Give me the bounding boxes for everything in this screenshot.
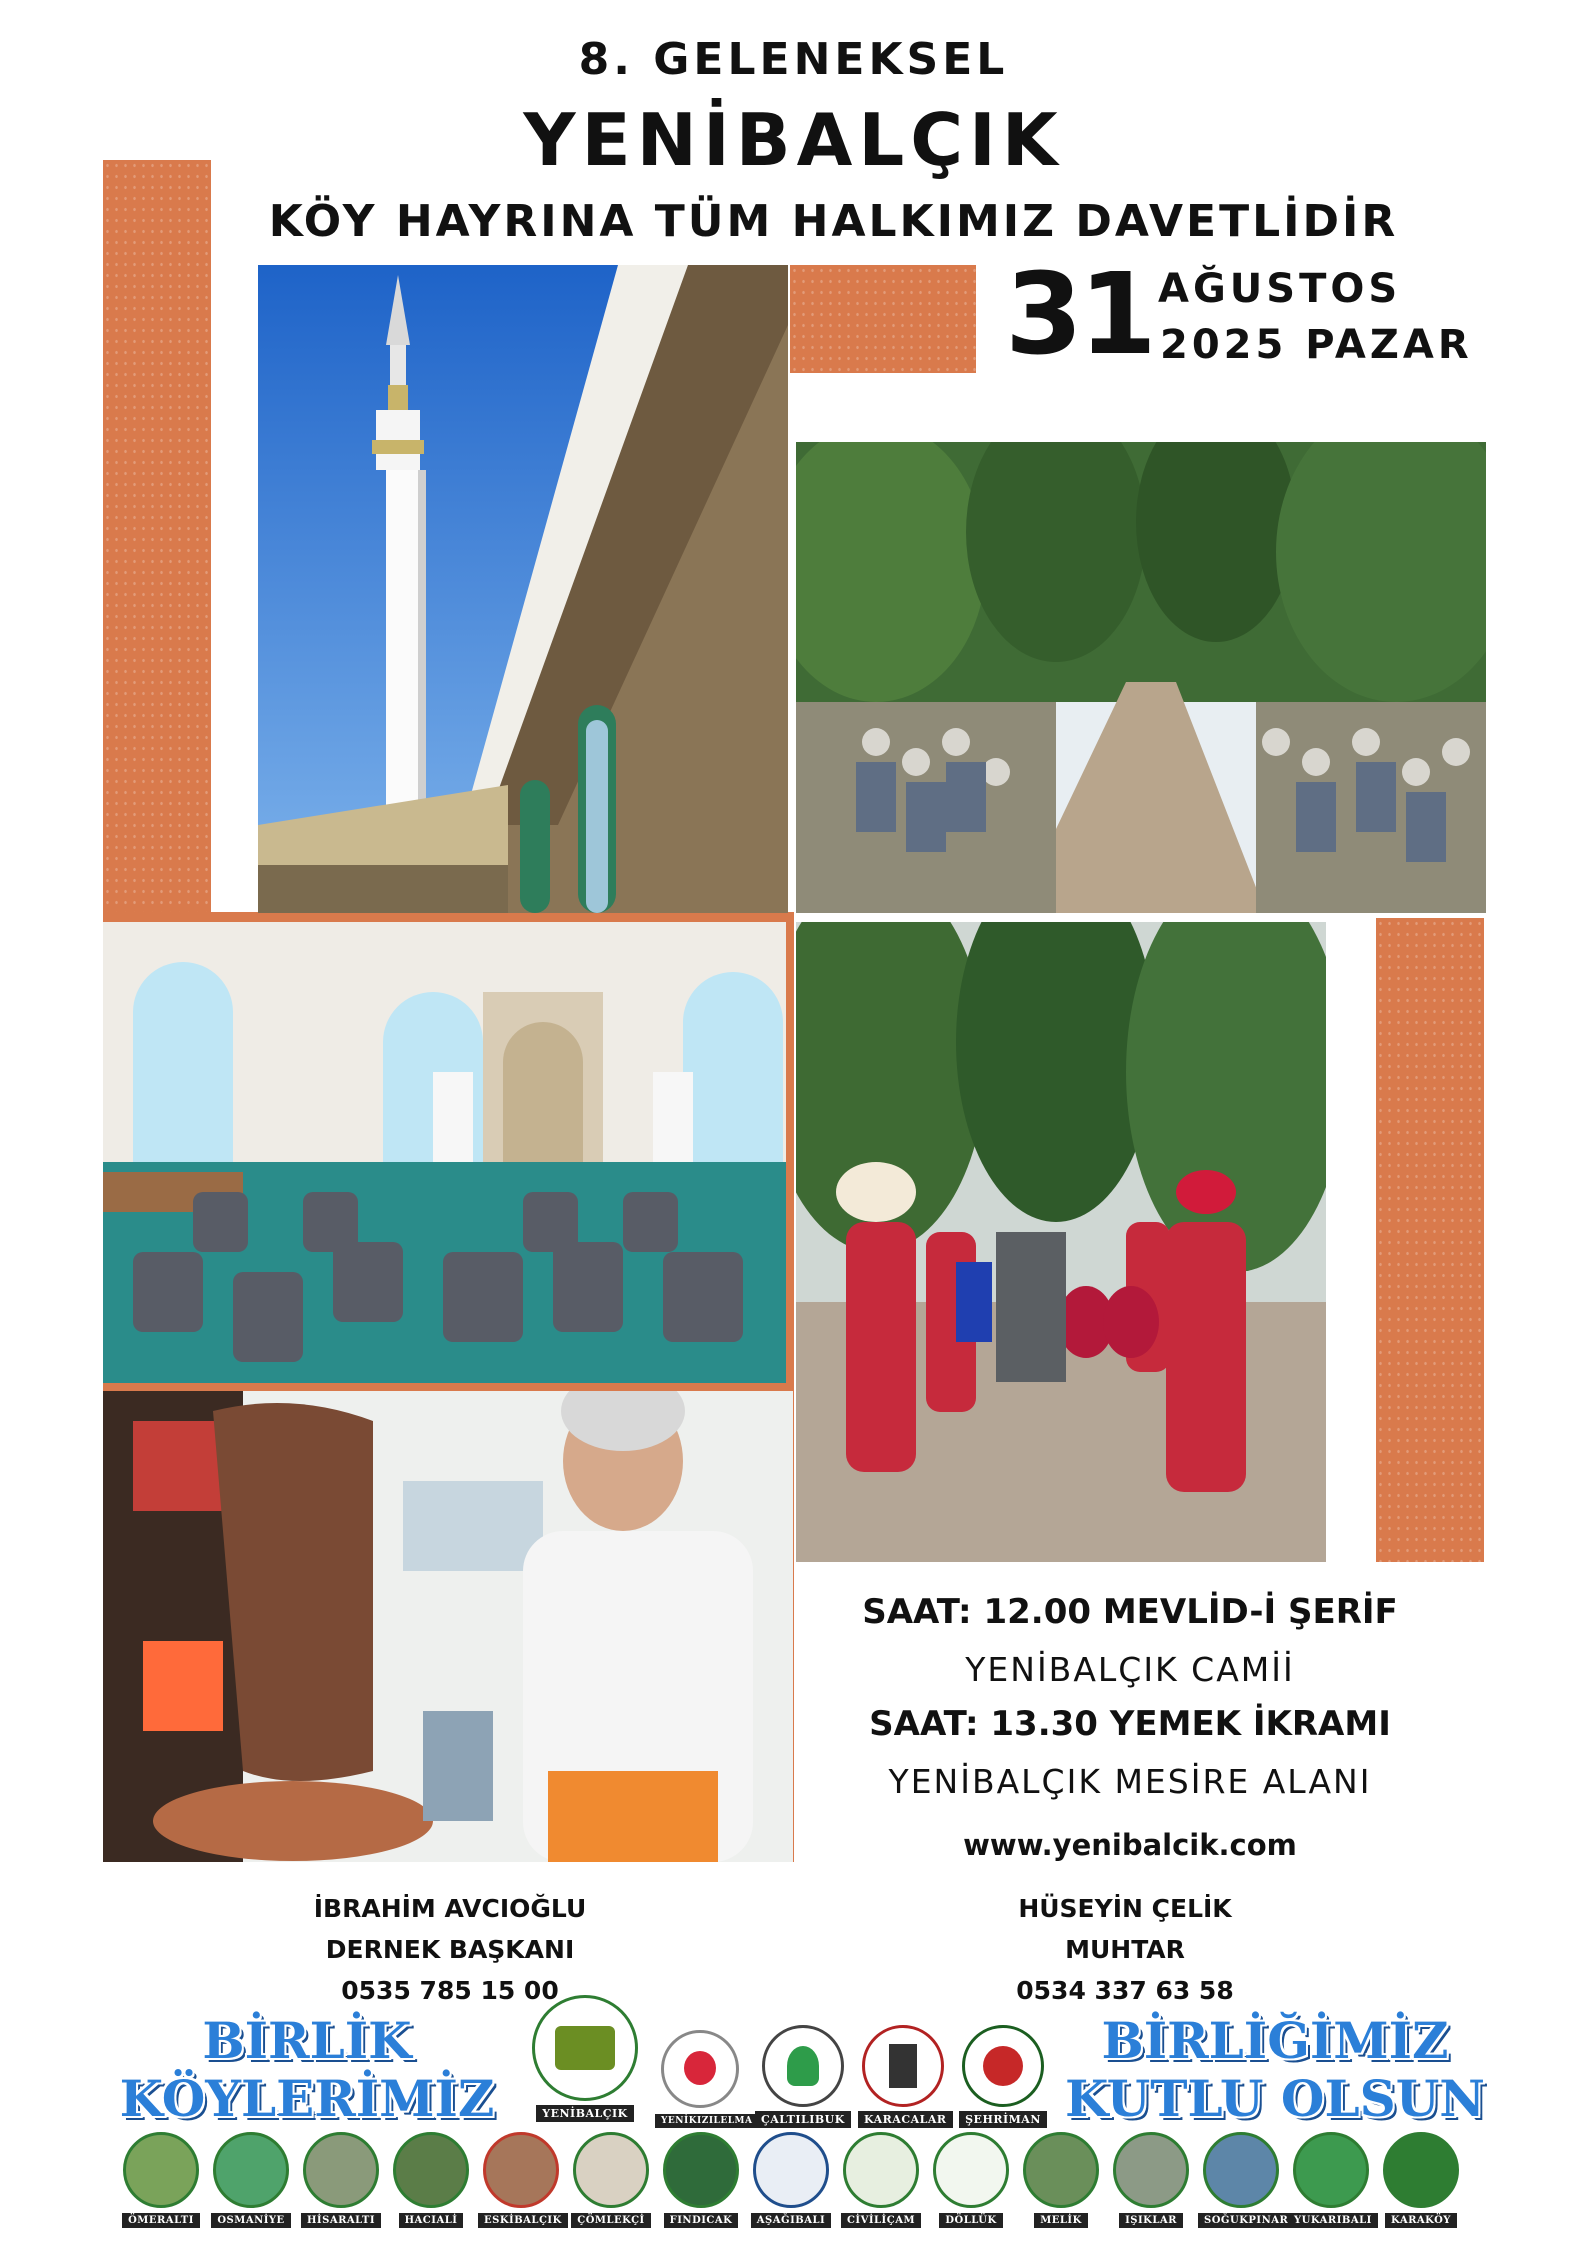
village-emblem-icon — [213, 2132, 289, 2208]
signatory-muhtar-name: HÜSEYİN ÇELİK — [1018, 1894, 1232, 1923]
orange-bar-left — [103, 160, 211, 920]
logo-hisaralti — [298, 2132, 384, 2228]
logo-label: OSMANİYE — [211, 2213, 290, 2228]
schedule-2-title: SAAT: 13.30 YEMEK İKRAMI — [869, 1704, 1391, 1744]
logo-label: ESKİBALÇIK — [478, 2213, 568, 2228]
logo-yenibalcik — [530, 1995, 640, 2122]
logo-omeralti — [118, 2132, 204, 2228]
logo-label: ÖMERALTI — [122, 2213, 200, 2228]
orange-frame-mid — [103, 912, 793, 922]
logo-label: HİSARALTI — [301, 2213, 381, 2228]
logo-karacalar — [858, 2025, 948, 2128]
logo-label: IŞIKLAR — [1119, 2213, 1183, 2228]
logo-karakoy — [1378, 2132, 1464, 2228]
logo-label: ÇALTILIBUK — [755, 2111, 851, 2128]
invitation-text: KÖY HAYRINA TÜM HALKIMIZ DAVETLİDİR — [268, 196, 1399, 247]
banner-right — [1060, 2012, 1490, 2128]
schedule-2-place: YENİBALÇIK MESİRE ALANI — [888, 1762, 1372, 1801]
date-day: 31 — [1005, 250, 1153, 380]
logo-label: SOĞUKPINAR — [1198, 2213, 1294, 2228]
village-emblem-icon — [962, 2025, 1044, 2107]
logo-sogukpinar — [1198, 2132, 1289, 2228]
logo-caltilibuk — [755, 2025, 850, 2128]
logo-label: ÇÖMLEKÇİ — [571, 2213, 650, 2228]
logo-findicak — [658, 2132, 744, 2228]
logo-label: ŞEHRİMAN — [959, 2111, 1047, 2128]
logo-label: AŞAĞIBALI — [751, 2213, 831, 2228]
logo-label: YUKARIBALI — [1288, 2213, 1378, 2228]
logo-label: YENİBALÇIK — [536, 2105, 633, 2122]
village-emblem-icon — [753, 2132, 829, 2208]
orange-frame-lower — [103, 1383, 793, 1391]
logo-isiklar — [1108, 2132, 1194, 2228]
photo-mehter-band — [796, 922, 1326, 1562]
logo-comlekci — [568, 2132, 654, 2228]
village-emblem-icon — [1293, 2132, 1369, 2208]
village-emblem-icon — [762, 2025, 844, 2107]
logo-eskibalcik — [478, 2132, 564, 2228]
logo-haciali — [388, 2132, 474, 2228]
photo-doner-chef — [103, 1391, 793, 1862]
schedule-1-title: SAAT: 12.00 MEVLİD-İ ŞERİF — [862, 1592, 1398, 1632]
banner-right-line1: BİRLİĞİMİZ — [1101, 2011, 1449, 2070]
banner-left-line1: BİRLİK — [202, 2011, 412, 2070]
logo-civilicam — [838, 2132, 924, 2228]
village-emblem-icon — [1383, 2132, 1459, 2208]
logo-osmaniye — [208, 2132, 294, 2228]
village-emblem-icon — [661, 2030, 739, 2108]
signatory-president-name: İBRAHİM AVCIOĞLU — [313, 1894, 587, 1923]
banner-left — [112, 2012, 502, 2128]
village-emblem-icon — [1203, 2132, 1279, 2208]
logo-asagibali — [748, 2132, 834, 2228]
village-emblem-icon — [933, 2132, 1009, 2208]
village-emblem-icon — [1023, 2132, 1099, 2208]
logo-label: KARACALAR — [858, 2111, 953, 2128]
village-title: YENİBALÇIK — [523, 98, 1064, 182]
orange-block-date — [790, 265, 976, 373]
logo-label: KARAKÖY — [1385, 2213, 1457, 2228]
logo-label: MELİK — [1034, 2213, 1088, 2228]
signatory-muhtar — [915, 1888, 1335, 2011]
date-month: AĞUSTOS — [1158, 266, 1402, 312]
village-emblem-icon — [483, 2132, 559, 2208]
banner-right-line2: KUTLU OLSUN — [1064, 2069, 1486, 2128]
logo-yukaribali — [1288, 2132, 1374, 2228]
date-year-weekday: 2025 PAZAR — [1160, 322, 1473, 368]
logo-label: DÖLLÜK — [939, 2213, 1002, 2228]
orange-bar-right — [1376, 918, 1484, 1562]
photo-mosque-minaret — [258, 265, 788, 913]
logo-label: YENİKIZILELMA — [655, 2114, 759, 2128]
banner-left-line2: KÖYLERİMİZ — [119, 2069, 495, 2128]
village-emblem-icon — [663, 2132, 739, 2208]
village-emblem-icon — [532, 1995, 638, 2101]
photo-picnic-gathering — [796, 442, 1486, 913]
village-emblem-icon — [303, 2132, 379, 2208]
village-emblem-icon — [843, 2132, 919, 2208]
logo-melik — [1018, 2132, 1104, 2228]
schedule-1-place: YENİBALÇIK CAMİİ — [965, 1650, 1295, 1689]
village-emblem-icon — [123, 2132, 199, 2208]
village-emblem-icon — [393, 2132, 469, 2208]
signatory-president-role: DERNEK BAŞKANI — [325, 1935, 575, 1964]
signatory-president-phone: 0535 785 15 00 — [341, 1976, 559, 2005]
photo-mosque-interior — [103, 922, 786, 1383]
signatory-muhtar-phone: 0534 337 63 58 — [1016, 1976, 1234, 2005]
village-emblem-icon — [862, 2025, 944, 2107]
logo-dolluk — [928, 2132, 1014, 2228]
edition-title: 8. GELENEKSEL — [578, 34, 1009, 85]
logo-sehriman — [958, 2025, 1048, 2128]
logo-yenikizilelma — [655, 2030, 753, 2128]
signatory-muhtar-role: MUHTAR — [1065, 1935, 1185, 1964]
logo-label: CİVİLİÇAM — [841, 2213, 921, 2228]
website-link[interactable]: www.yenibalcik.com — [963, 1828, 1297, 1862]
logo-label: FINDICAK — [664, 2213, 739, 2228]
logo-label: HACIALİ — [399, 2213, 464, 2228]
signatory-president — [240, 1888, 660, 2011]
village-emblem-icon — [573, 2132, 649, 2208]
village-emblem-icon — [1113, 2132, 1189, 2208]
